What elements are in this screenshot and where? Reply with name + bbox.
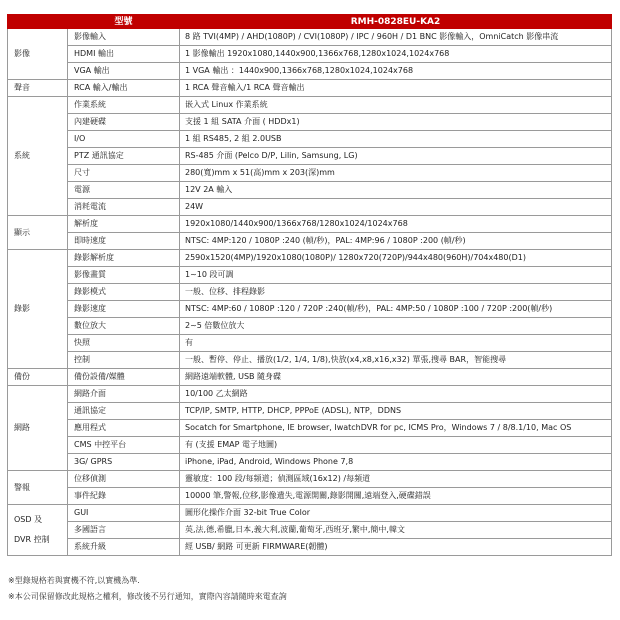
spec-body xyxy=(8,29,612,556)
spec-row xyxy=(8,80,612,97)
spec-item-value: 10/100 乙太網路 xyxy=(180,386,612,403)
spec-row xyxy=(8,216,612,233)
spec-row xyxy=(8,131,612,148)
spec-item-label: 數位放大 xyxy=(68,318,180,335)
spec-item-value: 24W xyxy=(180,199,612,216)
category-cell xyxy=(8,216,68,250)
category-cell xyxy=(8,97,68,216)
spec-row xyxy=(8,250,612,267)
spec-row xyxy=(8,318,612,335)
header-blank-cell xyxy=(8,15,68,29)
spec-item-value: 圖形化操作介面 32-bit True Color xyxy=(180,505,612,522)
spec-item-value: 經 USB/ 網路 可更新 FIRMWARE(韌體) xyxy=(180,539,612,556)
category-label: OSD 及 xyxy=(14,515,43,524)
spec-item-label: PTZ 通訊協定 xyxy=(68,148,180,165)
spec-item-label: 系統升級 xyxy=(68,539,180,556)
spec-table xyxy=(7,14,612,556)
spec-row xyxy=(8,97,612,114)
category-label: 備份 xyxy=(14,372,30,381)
spec-row xyxy=(8,454,612,471)
spec-item-value: 8 路 TVI(4MP) / AHD(1080P) / CVI(1080P) / IPC / 960H / D1 BNC 影像輸入，OmniCatch 影像串流 xyxy=(180,29,612,46)
spec-item-value: 靈敏度：100 段/每頻道；偵測區域(16x12) /每頻道 xyxy=(180,471,612,488)
header-row xyxy=(8,15,612,29)
spec-row xyxy=(8,437,612,454)
spec-item-label: RCA 輸入/輸出 xyxy=(68,80,180,97)
spec-row xyxy=(8,369,612,386)
spec-item-label: 即時速度 xyxy=(68,233,180,250)
header-label: 型號 xyxy=(68,15,180,29)
spec-item-label: 解析度 xyxy=(68,216,180,233)
spec-item-value: 10000 筆,警報,位移,影像遺失,電源開關,錄影開關,遠端登入,硬碟錯誤 xyxy=(180,488,612,505)
spec-row xyxy=(8,233,612,250)
note-rights-reserved: ※本公司保留修改此規格之權利，修改後不另行通知，實際內容請隨時來電查詢 xyxy=(8,592,287,601)
spec-row xyxy=(8,335,612,352)
spec-item-value: 1920x1080/1440x900/1366x768/1280x1024/1024x768 xyxy=(180,216,612,233)
spec-item-value: 一般、位移、排程錄影 xyxy=(180,284,612,301)
spec-item-label: 位移偵測 xyxy=(68,471,180,488)
spec-row xyxy=(8,46,612,63)
category-cell xyxy=(8,369,68,386)
spec-item-label: 3G/ GPRS xyxy=(68,454,180,471)
spec-item-value: 支援 1 組 SATA 介面 ( HDDx1) xyxy=(180,114,612,131)
spec-item-value: 12V 2A 輸入 xyxy=(180,182,612,199)
category-label: 錄影 xyxy=(14,304,30,313)
spec-item-label: 多國語言 xyxy=(68,522,180,539)
category-cell xyxy=(8,250,68,369)
spec-item-value: iPhone, iPad, Android, Windows Phone 7,8 xyxy=(180,454,612,471)
spec-row xyxy=(8,505,612,522)
spec-item-label: I/O xyxy=(68,131,180,148)
spec-row xyxy=(8,403,612,420)
spec-item-label: 錄影模式 xyxy=(68,284,180,301)
spec-item-value: 一般、暫停、停止、播放(1/2, 1/4, 1/8),快放(x4,x8,x16,x32) 單張,搜尋 BAR，智能搜尋 xyxy=(180,352,612,369)
spec-row xyxy=(8,539,612,556)
spec-row xyxy=(8,182,612,199)
spec-item-label: 應用程式 xyxy=(68,420,180,437)
spec-item-label: 錄影解析度 xyxy=(68,250,180,267)
spec-item-value: 2~5 倍數位放大 xyxy=(180,318,612,335)
spec-item-value: 1 組 RS485, 2 組 2.0USB xyxy=(180,131,612,148)
spec-item-value: 1 VGA 輸出 ：1440x900,1366x768,1280x1024,1024x768 xyxy=(180,63,612,80)
category-label: 顯示 xyxy=(14,227,30,237)
category-cell xyxy=(8,386,68,471)
spec-item-value: 網路遠端軟體, USB 隨身碟 xyxy=(180,369,612,386)
spec-item-label: CMS 中控平台 xyxy=(68,437,180,454)
spec-item-label: 通訊協定 xyxy=(68,403,180,420)
spec-item-value: 280(寬)mm x 51(高)mm x 203(深)mm xyxy=(180,165,612,182)
spec-item-label: 作業系統 xyxy=(68,97,180,114)
category-label: 警報 xyxy=(14,482,30,492)
spec-row xyxy=(8,148,612,165)
spec-item-value: Socatch for Smartphone, IE browser, IwatchDVR for pc, ICMS Pro，Windows 7 / 8/8.1/10, Mac OS xyxy=(180,420,612,437)
spec-row xyxy=(8,114,612,131)
category-cell xyxy=(8,471,68,505)
spec-item-label: 網路介面 xyxy=(68,386,180,403)
spec-item-label: 影像輸入 xyxy=(68,29,180,46)
spec-row xyxy=(8,488,612,505)
category-label: 影像 xyxy=(14,49,30,58)
note-spec-disclaimer: ※型錄規格若與實機不符,以實機為準. xyxy=(8,576,140,585)
spec-item-label: 事件紀錄 xyxy=(68,488,180,505)
spec-row xyxy=(8,522,612,539)
spec-item-value: 2590x1520(4MP)/1920x1080(1080P)/ 1280x720(720P)/944x480(960H)/704x480(D1) xyxy=(180,250,612,267)
spec-row xyxy=(8,301,612,318)
category-label: 聲音 xyxy=(14,83,30,92)
category-spacer xyxy=(14,525,67,535)
spec-item-label: 消耗電流 xyxy=(68,199,180,216)
header-model: RMH-0828EU-KA2 xyxy=(180,15,612,29)
category-cell xyxy=(8,505,68,556)
spec-item-value: NTSC: 4MP:60 / 1080P :120 / 720P :240(幀/秒)，PAL: 4MP:50 / 1080P :100 / 720P :200(幀/秒) xyxy=(180,301,612,318)
spec-item-label: HDMI 輸出 xyxy=(68,46,180,63)
spec-row xyxy=(8,386,612,403)
category-label: 系統 xyxy=(14,151,30,160)
category-cell xyxy=(8,29,68,80)
spec-row xyxy=(8,284,612,301)
spec-item-label: 控制 xyxy=(68,352,180,369)
spec-item-value: 有 (支援 EMAP 電子地圖) xyxy=(180,437,612,454)
spec-item-label: 電源 xyxy=(68,182,180,199)
spec-item-value: 1 RCA 聲音輸入/1 RCA 聲音輸出 xyxy=(180,80,612,97)
spec-item-label: 尺寸 xyxy=(68,165,180,182)
spec-row xyxy=(8,29,612,46)
category-cell xyxy=(8,80,68,97)
spec-row xyxy=(8,471,612,488)
spec-row xyxy=(8,267,612,284)
spec-item-value: 1~10 段可調 xyxy=(180,267,612,284)
spec-row xyxy=(8,165,612,182)
spec-item-label: 備份設備/媒體 xyxy=(68,369,180,386)
spec-item-label: 快照 xyxy=(68,335,180,352)
category-label: DVR 控制 xyxy=(14,535,50,544)
spec-item-value: RS-485 介面 (Pelco D/P, Lilin, Samsung, LG) xyxy=(180,148,612,165)
spec-item-label: VGA 輸出 xyxy=(68,63,180,80)
spec-row xyxy=(8,420,612,437)
spec-row xyxy=(8,63,612,80)
spec-item-value: NTSC: 4MP:120 / 1080P :240 (幀/秒)，PAL: 4MP:96 / 1080P :200 (幀/秒) xyxy=(180,233,612,250)
spec-item-value: 有 xyxy=(180,335,612,352)
spec-item-label: 內建硬碟 xyxy=(68,114,180,131)
spec-item-value: TCP/IP, SMTP, HTTP, DHCP, PPPoE (ADSL), NTP，DDNS xyxy=(180,403,612,420)
spec-item-label: 影像畫質 xyxy=(68,267,180,284)
spec-item-label: 錄影速度 xyxy=(68,301,180,318)
category-label: 網路 xyxy=(14,423,30,432)
spec-item-value: 嵌入式 Linux 作業系統 xyxy=(180,97,612,114)
spec-row xyxy=(8,199,612,216)
spec-item-value: 1 影像輸出 1920x1080,1440x900,1366x768,1280x1024,1024x768 xyxy=(180,46,612,63)
spec-row xyxy=(8,352,612,369)
spec-item-value: 英,法,德,希臘,日本,義大利,波蘭,葡萄牙,西班牙,繁中,簡中,韓文 xyxy=(180,522,612,539)
spec-item-label: GUI xyxy=(68,505,180,522)
